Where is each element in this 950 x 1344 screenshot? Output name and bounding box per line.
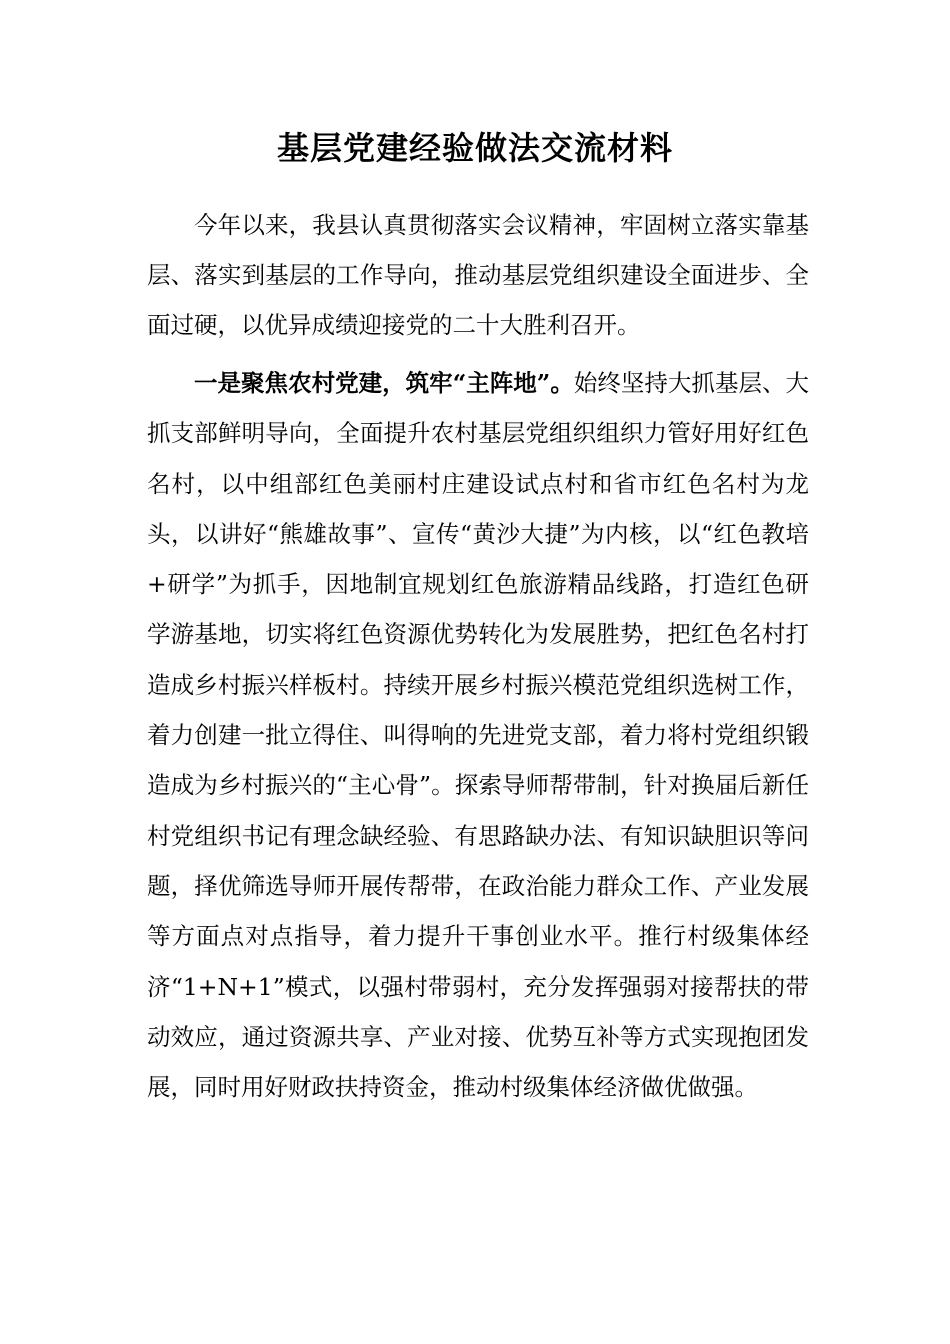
document-title: 基层党建经验做法交流材料 bbox=[276, 129, 673, 167]
section-1-paragraph bbox=[147, 358, 809, 1112]
intro-paragraph: 今年以来，我县认真贯彻落实会议精神，牢固树立落实靠基层、落实到基层的工作导向，推动基层党组织建设全面进步、全面过硬，以优异成绩迎接党的二十大胜利召开。 bbox=[147, 211, 809, 339]
section-1-heading: 一是聚焦农村党建，筑牢“主阵地”。 bbox=[194, 369, 574, 397]
section-1-body: 始终坚持大抓基层、大抓支部鲜明导向，全面提升农村基层党组织组织力管好用好红色名村，以中组部红色美丽村庄建设试点村和省市红色名村为龙头，以讲好“熊雄故事”、宣传“黄沙大捷”为内核，以“红色教培+研学”为抓手，因地制宜规划红色旅游精品线路，打造红色研学游基地，切实将红色资源优势转化为发展胜势，把红色名村打造成乡村振兴样板村。持续开展乡村振兴模范党组织选树工作，着力创建一批立得住、叫得响的先进党支部，着力将村党组织锻造成为乡村振兴的“主心骨”。探索导师帮带制，针对换届后新任村党组织书记有理念缺经验、有思路缺办法、有知识缺胆识等问题，择优筛选导师开展传帮带，在政治能力群众工作、产业发展等方面点对点指导，着力提升干事创业水平。推行村级集体经济“1+N+1”模式，以强村带弱村，充分发挥强弱对接帮扶的带动效应，通过资源共享、产业对接、优势互补等方式实现抱团发展，同时用好财政扶持资金，推动村级集体经济做优做强。 bbox=[147, 369, 810, 1102]
